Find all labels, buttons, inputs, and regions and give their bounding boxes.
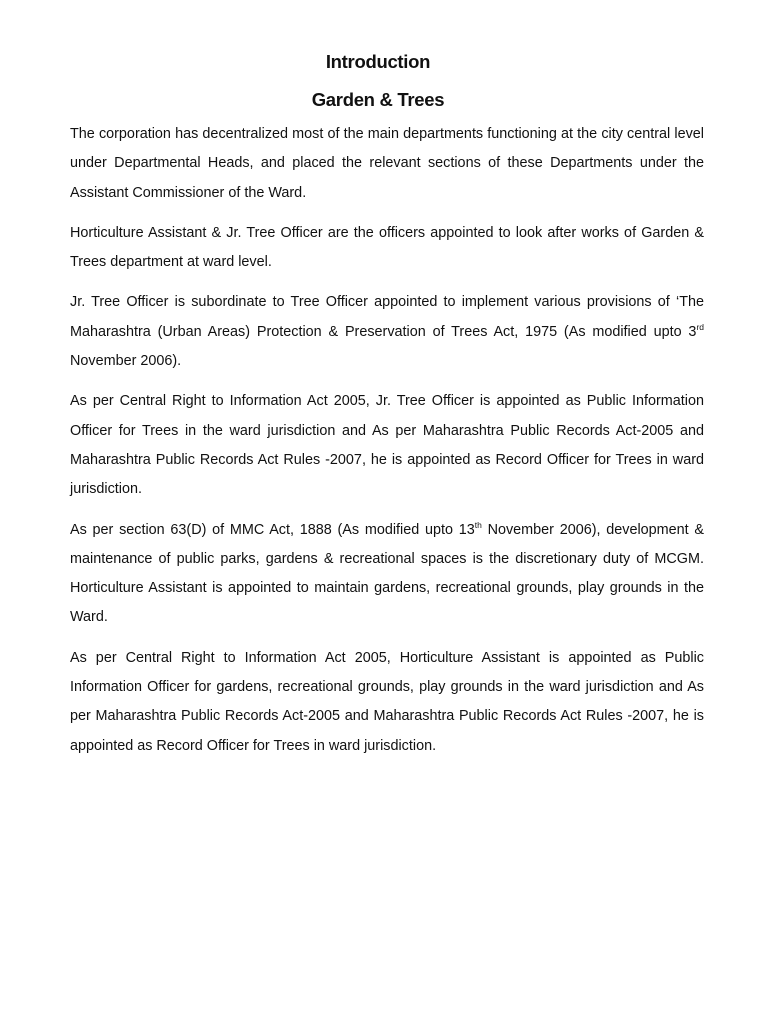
paragraph-decentralization: The corporation has decentralized most of the main departments functioning at the city central level under Departmental Heads, and placed the relevant sections of these Departments under the Assistant Commissioner of the Ward. bbox=[70, 126, 704, 201]
paragraph-jr-tree-officer bbox=[70, 288, 704, 376]
page-title: Introduction bbox=[325, 51, 431, 72]
paragraph-text-end: November 2006). bbox=[70, 353, 182, 370]
page-subtitle: Garden & Trees bbox=[311, 89, 445, 110]
document-body bbox=[70, 120, 704, 772]
paragraph-mmc-act bbox=[70, 516, 704, 633]
paragraph-text-start: Jr. Tree Officer is subordinate to Tree Officer appointed to implement various provisions of ‘The Maharashtra (Urban Areas) Protection & Preservation of Trees Act, 1975 (As modified upto 3 bbox=[70, 294, 704, 340]
paragraph-text-start: As per section 63(D) of MMC Act, 1888 (As modified upto 13 bbox=[70, 521, 475, 538]
ordinal-superscript: th bbox=[474, 519, 482, 530]
paragraph-text-end: November 2006), development & maintenance of public parks, gardens & recreational spaces is the discretionary duty of MCGM. Horticulture Assistant is appointed to maintain gardens, recreational grounds, play grounds in the Ward. bbox=[70, 521, 704, 626]
paragraph-officers-appointed: Horticulture Assistant & Jr. Tree Officer are the officers appointed to look after works of Garden & Trees department at ward level. bbox=[70, 224, 704, 271]
paragraph-rti-horticulture: As per Central Right to Information Act 2005, Horticulture Assistant is appointed as Public Information Officer for gardens, recreational grounds, play grounds in the ward jurisdiction and As per Maharashtra Public Records Act-2005 and Maharashtra Public Records Act Rules -2007, he is appointed as Record Officer for Trees in ward jurisdiction. bbox=[70, 649, 704, 754]
paragraph-rti-tree-officer: As per Central Right to Information Act 2005, Jr. Tree Officer is appointed as Public Information Officer for Trees in the ward jurisdiction and As per Maharashtra Public Records Act-2005 and Maharashtra Public Records Act Rules -2007, he is appointed as Record Officer for Trees in ward jurisdiction. bbox=[70, 393, 704, 498]
ordinal-superscript: rd bbox=[696, 321, 704, 332]
